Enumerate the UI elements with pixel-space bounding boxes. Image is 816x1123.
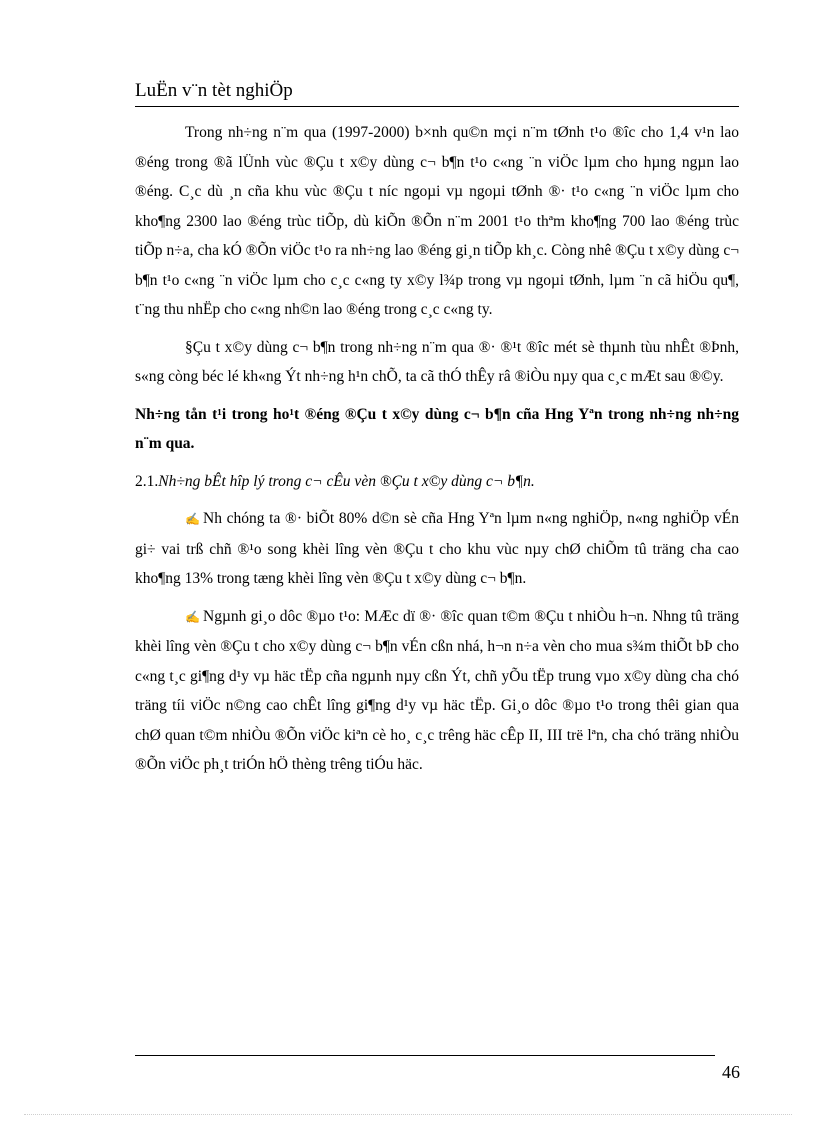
subsection-heading xyxy=(135,467,739,497)
pen-hand-icon: ✍ xyxy=(185,609,200,624)
page-bottom-dotted-edge xyxy=(24,1114,792,1115)
bullet-text-education: Ngµnh gi¸o dôc ®µo t¹o: MÆc dï ®· ®îc quan t©m ®Çu t nhiÒu h¬n. Nhng tû träng khèi lîng vèn ®Çu t cho x©y dùng c¬ b¶n vÉn cßn nhá, h¬n n÷a vèn cho mua s¾m thiÕt bÞ cho c«ng t¸c gi¶ng d¹y vµ häc tËp cña ngµnh nµy cßn Ýt, chñ yÕu tËp trung vµo x©y dùng cha chó träng tíi viÖc n©ng cao chÊt lîng gi¶ng d¹y vµ häc tËp. Gi¸o dôc ®µo t¹o trong thêi gian qua chØ quan t©m nhiÒu ®Õn viÖc kiªn cè ho¸ c¸c trêng häc cÊp II, III trë lªn, cha chó träng nhiÒu ®Õn viÖc ph¸t triÓn hÖ thèng trêng tiÓu häc. xyxy=(135,607,739,773)
running-header: LuËn v¨n tèt nghiÖp xyxy=(135,78,739,107)
footer-divider xyxy=(135,1055,715,1056)
subsection-title: Nh÷ng bÊt hîp lý trong c¬ cÊu vèn ®Çu t x©y dùng c¬ b¶n. xyxy=(158,472,535,490)
paragraph-1: Trong nh÷ng n¨m qua (1997-2000) b×nh qu©n mçi n¨m tØnh t¹o ®îc cho 1,4 v¹n lao ®éng trong ®ã lÜnh vùc ®Çu t x©y dùng c¬ b¶n t¹o c«ng ¨n viÖc lµm cho hµng ngµn lao ®éng. C¸c dù ¸n cña khu vùc ®Çu t níc ngoµi vµ ngoµi tØnh ®· t¹o c«ng ¨n viÖc lµm cho kho¶ng 2300 lao ®éng trùc tiÕp, dù kiÕn ®Õn n¨m 2001 t¹o thªm kho¶ng 700 lao ®éng trùc tiÕp n÷a, cha kÓ ®Õn viÖc t¹o ra nh÷ng lao ®éng gi¸n tiÕp kh¸c. Còng nhê ®Çu t x©y dùng c¬ b¶n t¹o c«ng ¨n viÖc lµm cho c¸c c«ng ty x©y l¾p trong vµ ngoµi tØnh, lµm ¨n cã hiÖu qu¶, t¨ng thu nhËp cho c«ng nh©n lao ®éng trong c¸c c«ng ty. xyxy=(135,124,739,318)
pen-hand-icon: ✍ xyxy=(185,512,200,526)
paragraph-2: §Çu t x©y dùng c¬ b¶n trong nh÷ng n¨m qua ®· ®¹t ®îc mét sè thµnh tùu nhÊt ®Þnh, s«ng còng béc lé kh«ng Ýt nh÷ng h¹n chÕ, ta cã thÓ thÊy râ ®iÒu nµy qua c¸c mÆt sau ®©y. xyxy=(135,338,739,385)
document-body xyxy=(135,118,739,788)
bullet-paragraph-education xyxy=(135,602,739,780)
page-number: 46 xyxy=(722,1062,740,1082)
section-heading: Nh÷ng tån t¹i trong ho¹t ®éng ®Çu t x©y dùng c¬ b¶n cña Hng Yªn trong nh÷ng nh÷ng n¨m qua. xyxy=(135,405,739,452)
bullet-paragraph-agriculture xyxy=(135,504,739,594)
subsection-number: 2.1. xyxy=(135,472,159,490)
bullet-text-agriculture: Nh chóng ta ®· biÕt 80% d©n sè cña Hng Yªn lµm n«ng nghiÖp, n«ng nghiÖp vÉn gi÷ vai trß chñ ®¹o song khèi lîng vèn ®Çu t cho khu vùc nµy chØ chiÕm tû träng cha cao kho¶ng 13% trong tæng khèi lîng vèn ®Çu t x©y dùng c¬ b¶n. xyxy=(135,510,739,587)
